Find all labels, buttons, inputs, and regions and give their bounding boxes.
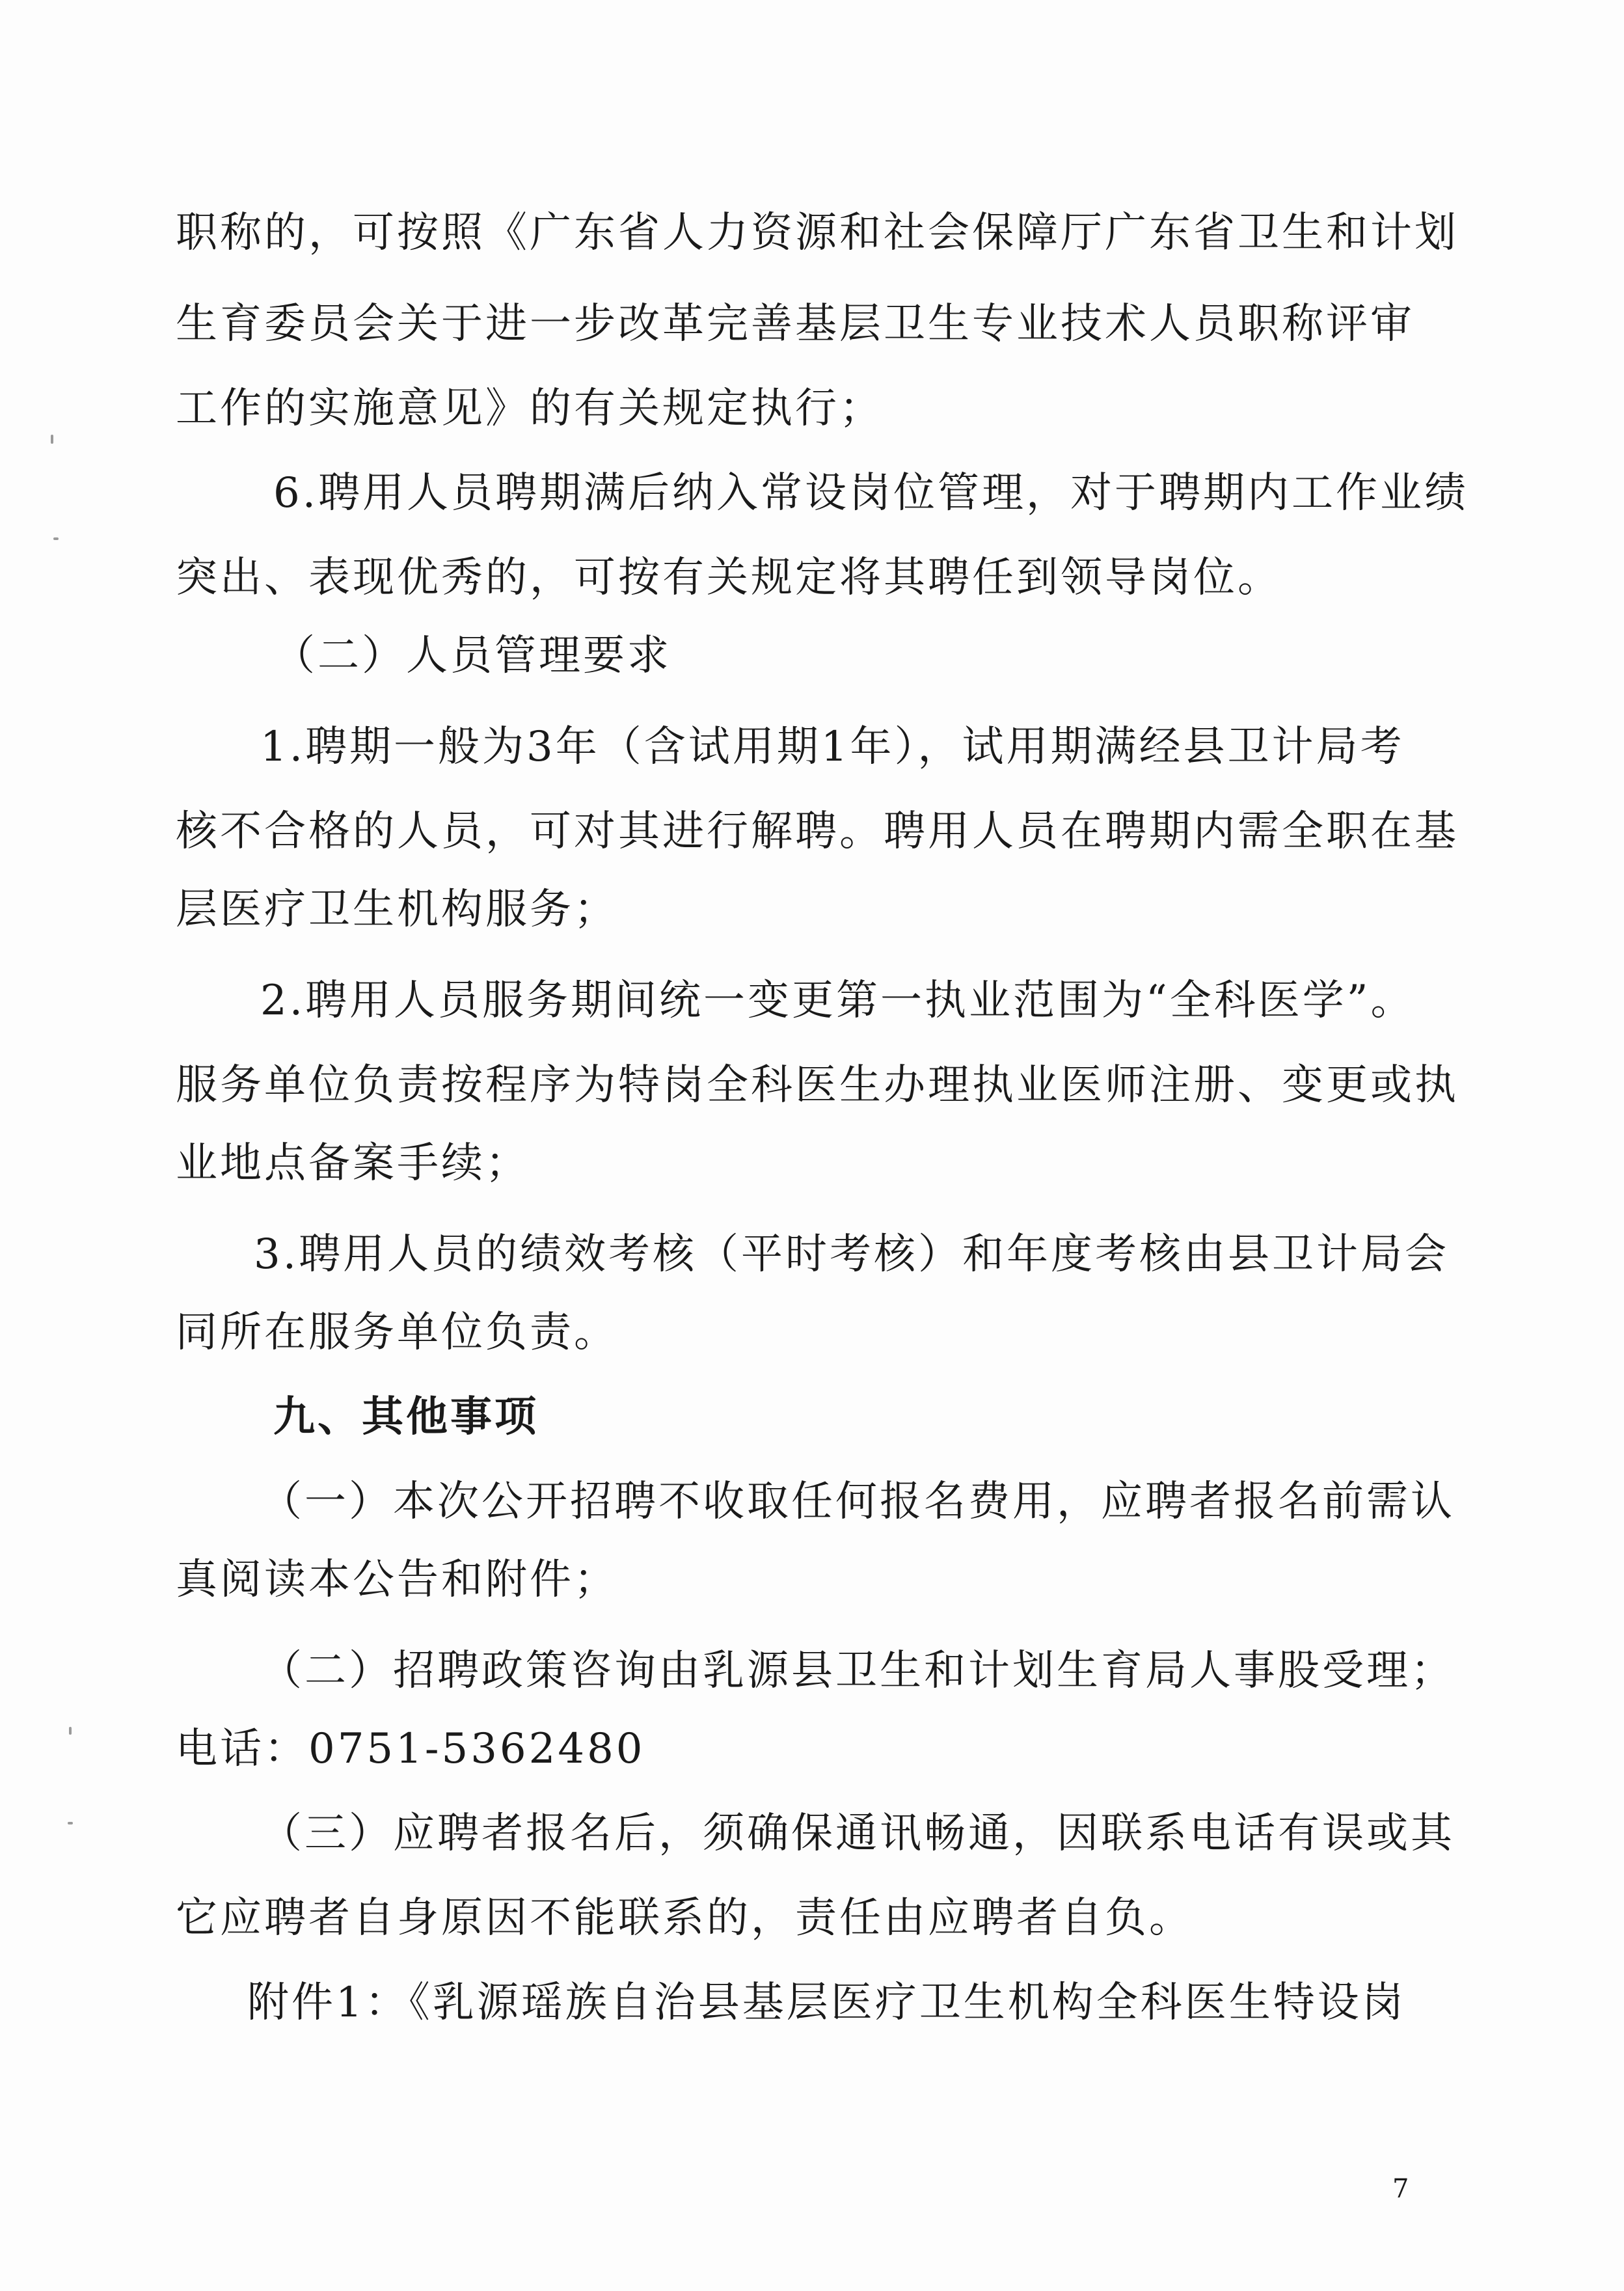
body-line-7: 1.聘期一般为3年（含试用期1年），试用期满经县卫计局考 — [260, 723, 1405, 771]
body-line-1: 职称的，可按照《广东省人力资源和社会保障厅广东省卫生和计划 — [176, 209, 1459, 257]
body-line-17: 真阅读本公告和附件； — [176, 1556, 618, 1604]
body-line-20: （三）应聘者报名后，须确保通讯畅通，因联系电话有误或其 — [260, 1810, 1455, 1858]
body-line-9: 层医疗卫生机构服务； — [176, 886, 618, 934]
section-heading-9: 九、其他事项 — [273, 1392, 539, 1441]
scan-speck — [68, 1822, 73, 1824]
scan-speck — [51, 435, 53, 444]
body-line-18: （二）招聘政策咨询由乳源县卫生和计划生育局人事股受理； — [260, 1647, 1455, 1695]
body-line-16: （一）本次公开招聘不收取任何报名费用，应聘者报名前需认 — [260, 1478, 1455, 1526]
body-line-3: 工作的实施意见》的有关规定执行； — [176, 385, 884, 433]
scan-speck — [69, 1727, 72, 1735]
body-line-10: 2.聘用人员服务期间统一变更第一执业范围为“全科医学”。 — [260, 977, 1415, 1025]
body-line-14: 同所在服务单位负责。 — [176, 1308, 618, 1357]
body-line-13: 3.聘用人员的绩效考核（平时考核）和年度考核由县卫计局会 — [254, 1230, 1450, 1279]
body-line-4: 6.聘用人员聘期满后纳入常设岗位管理，对于聘期内工作业绩 — [273, 469, 1469, 517]
section-subheading-2: （二）人员管理要求 — [273, 632, 671, 680]
body-line-2: 生育委员会关于进一步改革完善基层卫生专业技术人员职称评审 — [176, 300, 1414, 348]
body-line-8: 核不合格的人员，可对其进行解聘。聘用人员在聘期内需全职在基 — [176, 807, 1459, 856]
phone-line: 电话：0751-5362480 — [176, 1725, 645, 1773]
attachment-line: 附件1：《乳源瑶族自治县基层医疗卫生机构全科医生特设岗 — [247, 1979, 1406, 2027]
body-line-21: 它应聘者自身原因不能联系的，责任由应聘者自负。 — [176, 1894, 1193, 1942]
page-number: 7 — [1392, 2174, 1409, 2204]
scan-speck — [53, 537, 59, 540]
body-line-5: 突出、表现优秀的，可按有关规定将其聘任到领导岗位。 — [176, 554, 1282, 602]
body-line-12: 业地点备案手续； — [176, 1139, 530, 1187]
body-line-11: 服务单位负责按程序为特岗全科医生办理执业医师注册、变更或执 — [176, 1061, 1459, 1109]
